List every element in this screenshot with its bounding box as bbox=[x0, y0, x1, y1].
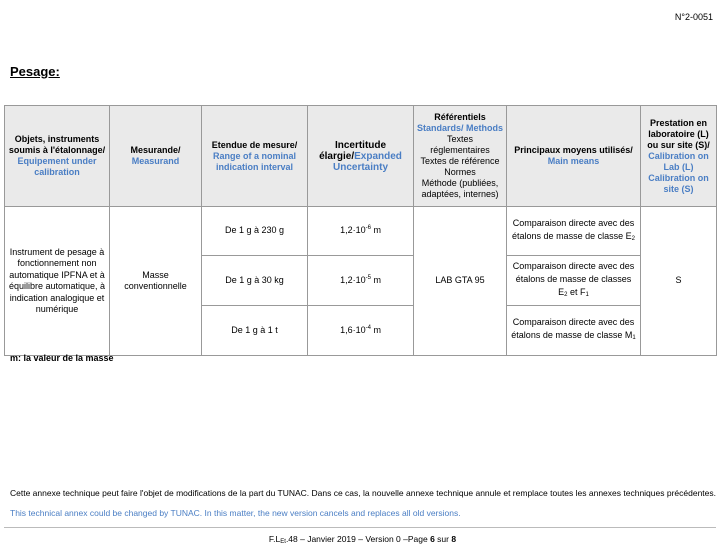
means-text: Comparaison directe avec des étalons de masse de classe M bbox=[511, 317, 635, 340]
table-header-row bbox=[5, 106, 717, 207]
uncertainty-exponent: -5 bbox=[365, 274, 371, 281]
header-prestation-en: Calibration on Lab (L) Calibration on site (S) bbox=[648, 150, 709, 194]
header-ref-detail-4: Méthode (publiées, adaptées, internes) bbox=[421, 178, 499, 199]
range-cell: De 1 g à 1 t bbox=[202, 306, 308, 356]
reference-cell: LAB GTA 95 bbox=[414, 207, 507, 356]
measurand-cell: Masse conventionnelle bbox=[110, 207, 202, 356]
uncertainty-unit: m bbox=[370, 324, 381, 335]
object-cell: Instrument de pesage à fonctionnement non automatique IPFNA et à équilibre automatique, à indication analogique et numérique bbox=[5, 207, 110, 356]
header-ref-detail-2: Textes de référence bbox=[420, 156, 500, 166]
means-class-subscript: 1 bbox=[632, 335, 636, 341]
means-text: Comparaison directe avec des étalons de masse de classe E bbox=[512, 217, 635, 241]
header-objets-fr: Objets, instruments soumis à l'étalonnage/ bbox=[8, 134, 106, 155]
header-incertitude-fr: Incertitude élargie/ bbox=[319, 139, 387, 162]
uncertainty-cell bbox=[308, 306, 414, 356]
range-cell: De 1 g à 230 g bbox=[202, 207, 308, 256]
footer-notice-fr: Cette annexe technique peut faire l'objet de modifications de la part du TUNAC. Dans ce cas, la nouvelle annexe technique annule et remplace toutes les annexes techniques précédentes. bbox=[10, 488, 716, 498]
means-text: Comparaison directe avec des étalons de masse de classes E bbox=[512, 260, 635, 297]
footer-notice-en: This technical annex could be changed by TUNAC. In this matter, the new version cancels and replaces all old versions. bbox=[10, 508, 461, 518]
means-cell bbox=[507, 207, 641, 256]
uncertainty-base: 1,6·10 bbox=[340, 324, 366, 335]
uncertainty-exponent: -4 bbox=[365, 324, 371, 331]
footer-prefix: F.L bbox=[268, 534, 281, 544]
header-moyens-en: Main means bbox=[547, 156, 600, 166]
header-ref-fr: Référentiels bbox=[434, 112, 486, 122]
header-objets bbox=[5, 106, 110, 207]
header-ref-detail-1: Textes réglementaires bbox=[430, 134, 490, 155]
header-referentiels bbox=[414, 106, 507, 207]
means-class-subscript-2: 1 bbox=[585, 291, 589, 298]
page-footer bbox=[0, 534, 725, 545]
header-moyens-fr: Principaux moyens utilisés/ bbox=[514, 145, 633, 155]
uncertainty-exponent: -6 bbox=[365, 225, 371, 232]
header-prestation-fr: Prestation en laboratoire (L) ou sur site (S)/ bbox=[647, 117, 710, 150]
footer-prefix-subscript: Et bbox=[280, 539, 286, 545]
footer-middle: .48 – Janvier 2019 – Version 0 –Page bbox=[285, 534, 431, 544]
uncertainty-cell bbox=[308, 207, 414, 256]
service-cell: S bbox=[641, 207, 717, 356]
uncertainty-unit: m bbox=[370, 225, 381, 236]
header-ref-en: Standards/ Methods bbox=[417, 123, 504, 133]
header-mesurande-fr: Mesurande/ bbox=[130, 145, 181, 155]
header-prestation bbox=[641, 106, 717, 207]
footer-page-total: 8 bbox=[451, 534, 457, 544]
section-title: Pesage: bbox=[10, 64, 60, 79]
uncertainty-unit: m bbox=[370, 274, 381, 285]
header-mesurande bbox=[110, 106, 202, 207]
means-class-subscript: 2 bbox=[631, 235, 635, 242]
header-moyens bbox=[507, 106, 641, 207]
footer-divider bbox=[4, 527, 716, 528]
uncertainty-cell bbox=[308, 256, 414, 306]
means-tail: et F bbox=[567, 286, 586, 297]
header-mesurande-en: Measurand bbox=[131, 156, 180, 166]
uncertainty-base: 1,2·10 bbox=[340, 274, 366, 285]
range-cell: De 1 g à 30 kg bbox=[202, 256, 308, 306]
uncertainty-base: 1,2·10 bbox=[340, 225, 366, 236]
header-objets-en: Equipement under calibration bbox=[17, 156, 97, 177]
header-etendue-fr: Etendue de mesure/ bbox=[211, 139, 298, 150]
table-row bbox=[5, 207, 717, 256]
accreditation-table bbox=[4, 105, 717, 356]
header-incertitude bbox=[308, 106, 414, 207]
means-class-subscript: 2 bbox=[564, 291, 568, 298]
header-etendue bbox=[202, 106, 308, 207]
header-etendue-en: Range of a nominal indication interval bbox=[212, 150, 296, 172]
footer-separator: sur bbox=[434, 534, 452, 544]
header-incertitude-en: Expanded Uncertainty bbox=[332, 150, 402, 173]
table-note: m: la valeur de la masse bbox=[10, 353, 114, 363]
means-cell bbox=[507, 256, 641, 306]
footer-page-number: 6 bbox=[430, 534, 435, 544]
document-number: N°2-0051 bbox=[674, 12, 713, 22]
header-ref-detail-3: Normes bbox=[444, 167, 476, 177]
means-cell bbox=[507, 306, 641, 356]
